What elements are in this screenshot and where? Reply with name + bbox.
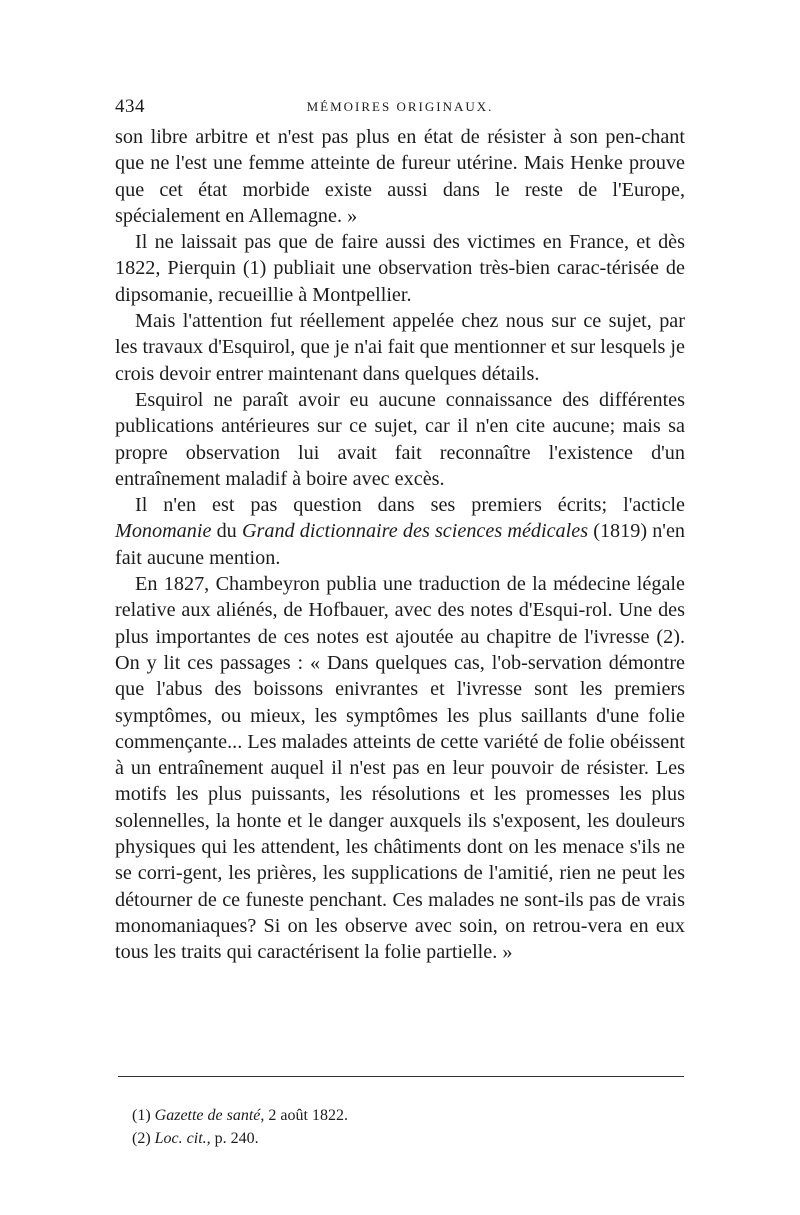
footnote-1 [132,1104,348,1127]
paragraph-5-text-before: Il n'en est pas question dans ses premiers écrits; l'acticle [135,494,685,517]
running-title: MÉMOIRES ORIGINAUX. [306,99,494,114]
dictionary-title: Grand dictionnaire des sciences médicales [241,520,589,543]
article-title: Monomanie [115,520,212,543]
paragraph-1: son libre arbitre et n'est pas plus en état de résister à son pen-chant que ne l'est une femme atteinte de fureur utérine. Mais Henke prouve que cet état morbide existe aussi dans le reste de l'Europe, spécialement en Allemagne. » [115,126,685,227]
footnote-marker: (1) [132,1107,151,1124]
body-text [115,124,685,966]
paragraph-3: Mais l'attention fut réellement appelée chez nous sur ce sujet, par les travaux d'Esquirol, que je n'ai fait que mentionner et sur lesquels je crois devoir entrer maintenant dans quelques détails. [115,310,685,385]
footnote-detail: p. 240. [210,1130,259,1147]
paragraph-5 [115,492,685,571]
paragraph-5-text-middle: du [211,520,242,543]
footnotes [132,1104,348,1150]
footnote-marker: (2) [132,1130,151,1147]
paragraph-5-text-after: (1819) n'en fait aucune mention. [115,520,686,569]
footnote-2 [132,1127,348,1150]
paragraph-2: Il ne laissait pas que de faire aussi des victimes en France, et dès 1822, Pierquin (1) publiait une observation très-bien carac-térisée de dipsomanie, recueillie à Montpellier. [115,231,685,306]
paragraph-6: En 1827, Chambeyron publia une traduction de la médecine légale relative aux aliénés, de Hofbauer, avec des notes d'Esqui-rol. Une des plus importantes de ces notes est ajoutée au chapitre de l'ivresse (2). On y lit ces passages : « Dans quelques cas, l'ob-servation démontre que l'abus des boissons enivrantes et l'ivresse sont les premiers symptômes, ou mieux, les symptômes les plus saillants d'une folie commençante... Les malades atteints de cette variété de folie obéissent à un entraînement auquel il n'est pas en leur pouvoir de résister. Les motifs les plus puissants, les résolutions et les promesses les plus solennelles, la honte et le danger auxquels ils s'exposent, les douleurs physiques qui les attendent, les châtiments dont on les menace s'ils ne se corri-gent, les prières, les supplications de l'amitié, rien ne peut les détourner de ce funeste penchant. Ces malades ne sont-ils pas de vrais monomaniaques? Si on les observe avec soin, on retrou-vera en eux tous les traits qui caractérisent la folie partielle. » [115,573,685,964]
footnote-divider [118,1076,684,1077]
page-header [115,96,685,120]
footnote-source: Loc. cit., [154,1130,211,1147]
footnote-detail: 2 août 1822. [264,1107,348,1124]
footnote-source: Gazette de santé, [154,1107,265,1124]
paragraph-4: Esquirol ne paraît avoir eu aucune connaissance des différentes publications antérieures sur ce sujet, car il n'en cite aucune; mais sa propre observation lui avait fait reconnaître l'existence d'un entraînement maladif à boire avec excès. [115,388,685,490]
page-number: 434 [115,96,145,117]
